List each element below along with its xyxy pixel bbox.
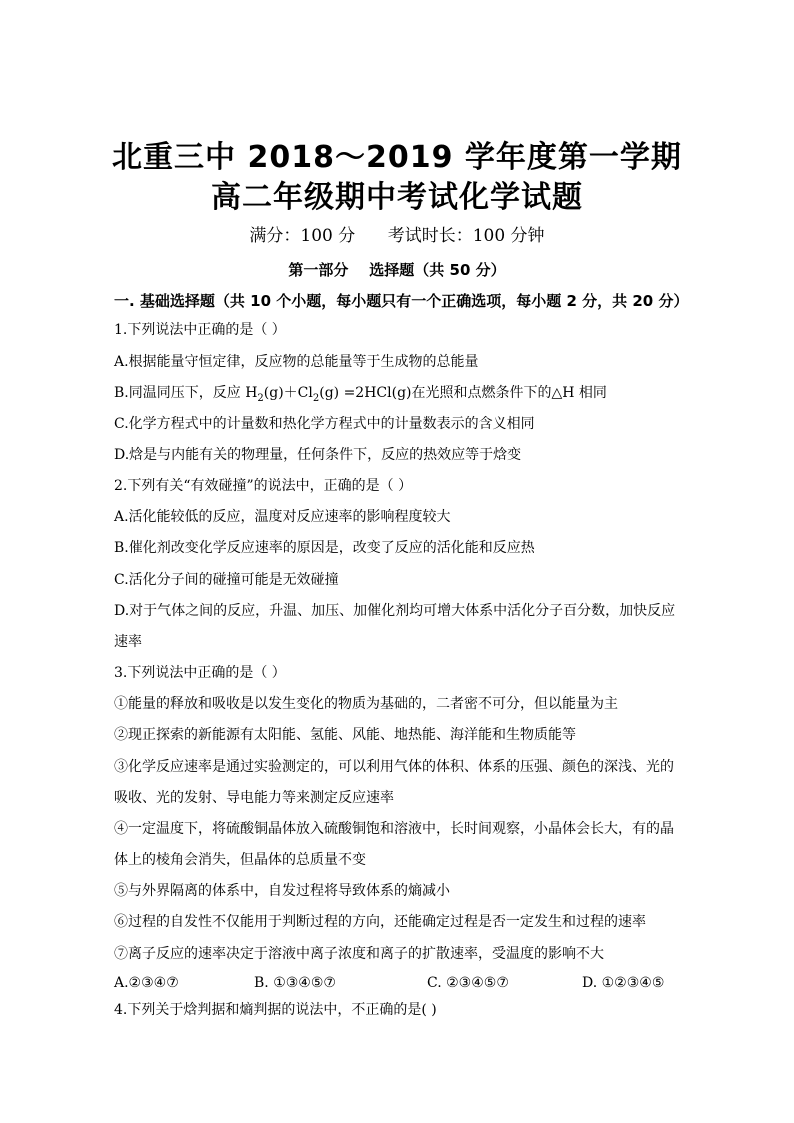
q2-option-d-line1: D.对于气体之间的反应，升温、加压、加催化剂均可增大体系中活化分子百分数，加快反应 [114, 603, 676, 619]
q3-option-b: B. ①③④⑤⑦ [254, 975, 336, 991]
q3-option-c: C. ②③④⑤⑦ [427, 975, 509, 991]
q2-option-d-line2: 速率 [114, 634, 142, 650]
q2-stem: 2.下列有关“有效碰撞”的说法中，正确的是（ ） [114, 478, 413, 494]
q1-option-a: A.根据能量守恒定律，反应物的总能量等于生成物的总能量 [114, 354, 479, 370]
q3-statement-7: ⑦离子反应的速率决定于溶液中离子浓度和离子的扩散速率，受温度的影响不大 [114, 946, 604, 962]
q1-option-d: D.焓是与内能有关的物理量，任何条件下，反应的热效应等于焓变 [114, 447, 522, 463]
q3-stem: 3.下列说法中正确的是（ ） [114, 665, 286, 681]
q3-statement-1: ①能量的释放和吸收是以发生变化的物质为基础的，二者密不可分，但以能量为主 [114, 696, 618, 712]
q2-option-b: B.催化剂改变化学反应速率的原因是，改变了反应的活化能和反应热 [114, 540, 535, 556]
q1-option-b-part3: (g) =2HCl(g)在光照和点燃条件下的△H 相同 [319, 385, 607, 401]
q2-option-c: C.活化分子间的碰撞可能是无效碰撞 [114, 572, 339, 588]
q3-statement-3-line1: ③化学反应速率是通过实验测定的，可以利用气体的体积、体系的压强、颜色的深浅、光的 [114, 759, 674, 775]
q1-option-b-part1: B.同温同压下，反应 H [114, 385, 258, 401]
q4-stem: 4.下列关于焓判据和熵判据的说法中，不正确的是( ) [114, 1002, 437, 1018]
q3-statement-2: ②现正探索的新能源有太阳能、氢能、风能、地热能、海洋能和生物质能等 [114, 727, 576, 743]
exam-title-line1: 北重三中 2018～2019 学年度第一学期 [112, 140, 682, 175]
part-title: 第一部分 选择题（共 50 分） [288, 261, 506, 279]
q3-option-a: A.②③④⑦ [114, 975, 179, 991]
exam-meta: 满分：100 分 考试时长：100 分钟 [249, 226, 545, 246]
q2-option-a: A.活化能较低的反应，温度对反应速率的影响程度较大 [114, 509, 451, 525]
q1-option-b-sub2: 2 [312, 392, 320, 404]
q1-option-b-sub1: 2 [257, 392, 264, 404]
q3-statement-5: ⑤与外界隔离的体系中，自发过程将导致体系的熵减小 [114, 883, 450, 899]
q3-statement-6: ⑥过程的自发性不仅能用于判断过程的方向，还能确定过程是否一定发生和过程的速率 [114, 914, 646, 930]
q1-stem: 1.下列说法中正确的是（ ） [114, 322, 286, 338]
q1-option-b-part2: (g)＋Cl [263, 385, 313, 401]
q1-option-b [114, 383, 607, 409]
q3-statement-4-line2: 体上的棱角会消失，但晶体的总质量不变 [114, 852, 366, 868]
q3-statement-3-line2: 吸收、光的发射、导电能力等来测定反应速率 [114, 790, 394, 806]
section-title: 一. 基础选择题（共 10 个小题，每小题只有一个正确选项，每小题 2 分，共 20 分） [114, 292, 689, 310]
exam-title-line2: 高二年级期中考试化学试题 [211, 180, 583, 215]
q3-option-d: D. ①②③④⑤ [582, 975, 665, 991]
q3-statement-4-line1: ④一定温度下，将硫酸铜晶体放入硫酸铜饱和溶液中，长时间观察，小晶体会长大，有的晶 [114, 821, 674, 837]
q1-option-c: C.化学方程式中的计量数和热化学方程式中的计量数表示的含义相同 [114, 416, 535, 432]
